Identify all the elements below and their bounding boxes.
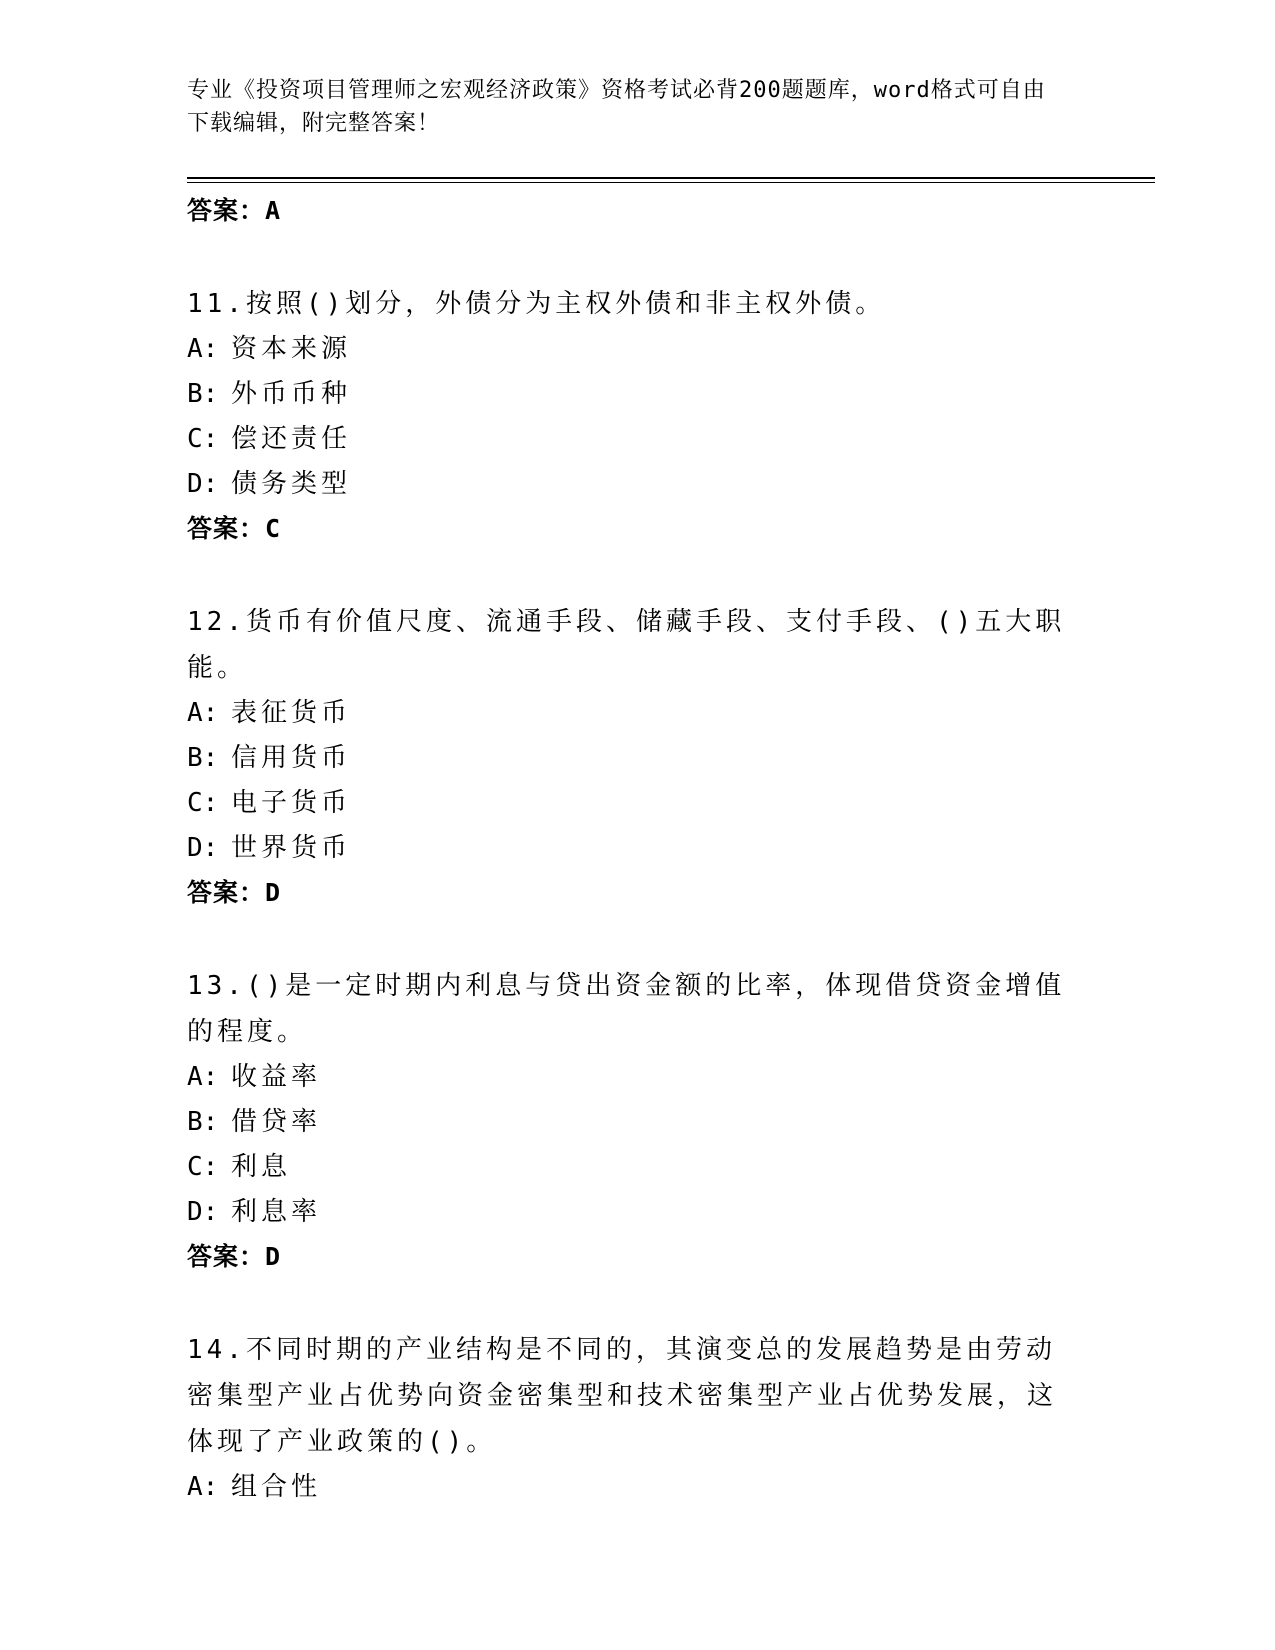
- spacer: [187, 233, 1087, 281]
- option-text: 利息率: [231, 1197, 322, 1227]
- question-13: [187, 963, 1087, 1279]
- answer-value: D: [265, 878, 282, 907]
- option-c: [187, 781, 1087, 826]
- option-c: [187, 417, 1087, 462]
- option-letter: D:: [187, 469, 219, 499]
- answer-line: [187, 871, 1087, 915]
- spacer: [187, 551, 1087, 599]
- option-text: 组合性: [231, 1472, 322, 1502]
- option-text: 外币币种: [231, 379, 352, 409]
- answer-label: 答案：: [187, 1242, 266, 1271]
- option-b: [187, 372, 1087, 417]
- answer-line: [187, 189, 1087, 233]
- option-text: 信用货币: [231, 743, 352, 773]
- option-text: 资本来源: [231, 334, 352, 364]
- option-a: [187, 327, 1087, 372]
- answer-value: D: [265, 1242, 282, 1271]
- spacer: [187, 915, 1087, 963]
- option-letter: B:: [187, 379, 219, 409]
- answer-label: 答案：: [187, 196, 266, 225]
- option-letter: D:: [187, 1197, 219, 1227]
- option-letter: A:: [187, 1062, 219, 1092]
- question-text: 13.()是一定时期内利息与贷出资金额的比率，体现借贷资金增值的程度。: [187, 971, 1066, 1047]
- header-divider-thick: [187, 177, 1155, 179]
- option-text: 利息: [231, 1152, 292, 1182]
- option-a: [187, 691, 1087, 736]
- option-d: [187, 826, 1087, 871]
- answer-label: 答案：: [187, 878, 266, 907]
- option-text: 借贷率: [231, 1107, 322, 1137]
- question-text: 14.不同时期的产业结构是不同的，其演变总的发展趋势是由劳动密集型产业占优势向资金密集型和技术密集型产业占优势发展，这体现了产业政策的()。: [187, 1335, 1058, 1457]
- option-letter: B:: [187, 1107, 219, 1137]
- option-a: [187, 1055, 1087, 1100]
- option-letter: C:: [187, 788, 219, 818]
- option-d: [187, 462, 1087, 507]
- document-header: [187, 74, 1067, 140]
- question-11: [187, 281, 1087, 551]
- option-d: [187, 1190, 1087, 1235]
- option-letter: D:: [187, 833, 219, 863]
- question-14: [187, 1327, 1087, 1510]
- option-text: 偿还责任: [231, 424, 352, 454]
- option-letter: A:: [187, 698, 219, 728]
- option-text: 收益率: [231, 1062, 322, 1092]
- option-b: [187, 736, 1087, 781]
- option-letter: C:: [187, 1152, 219, 1182]
- option-text: 世界货币: [231, 833, 352, 863]
- answer-value: C: [265, 514, 282, 543]
- answer-value: A: [265, 196, 282, 225]
- header-text: 专业《投资项目管理师之宏观经济政策》资格考试必背200题题库，word格式可自由下载编辑，附完整答案！: [187, 78, 1046, 136]
- option-text: 表征货币: [231, 698, 352, 728]
- option-b: [187, 1100, 1087, 1145]
- option-a: [187, 1465, 1087, 1510]
- question-list: [187, 189, 1087, 1510]
- question-12: [187, 599, 1087, 915]
- option-letter: A:: [187, 1472, 219, 1502]
- option-letter: C:: [187, 424, 219, 454]
- spacer: [187, 1279, 1087, 1327]
- answer-line: [187, 507, 1087, 551]
- question-text: 12.货币有价值尺度、流通手段、储藏手段、支付手段、()五大职能。: [187, 607, 1066, 683]
- header-divider-thin: [187, 182, 1155, 183]
- answer-line: [187, 1235, 1087, 1279]
- option-text: 债务类型: [231, 469, 352, 499]
- question-text: 11.按照()划分，外债分为主权外债和非主权外债。: [187, 289, 886, 319]
- answer-label: 答案：: [187, 514, 266, 543]
- option-text: 电子货币: [231, 788, 352, 818]
- option-letter: A:: [187, 334, 219, 364]
- option-c: [187, 1145, 1087, 1190]
- option-letter: B:: [187, 743, 219, 773]
